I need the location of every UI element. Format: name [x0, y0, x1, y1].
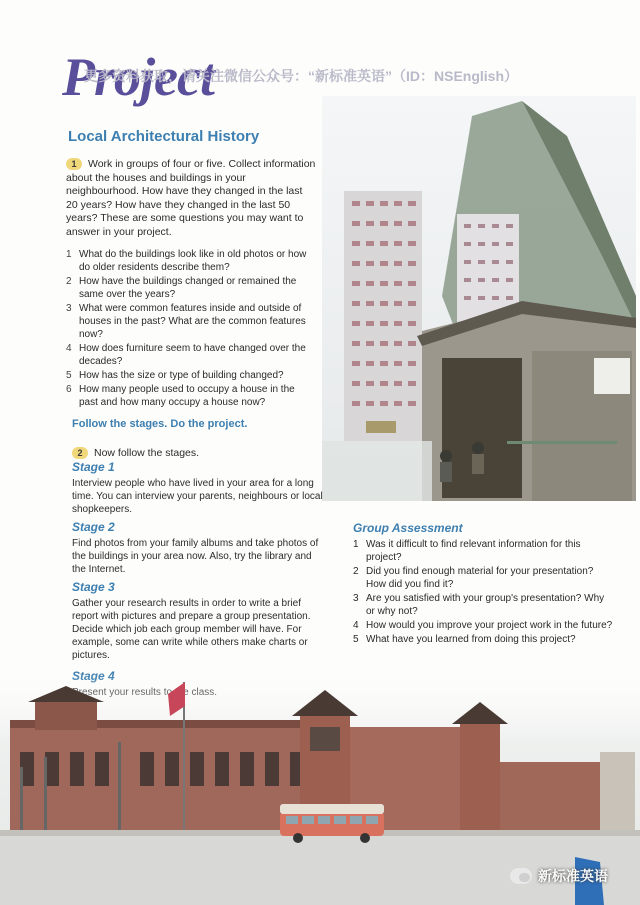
item-number: 4 [66, 343, 72, 354]
now-instruction [72, 447, 199, 459]
stage-1-title: Stage 1 [72, 460, 115, 474]
item-text: Are you satisfied with your group's presentation? Why or why not? [366, 593, 605, 617]
step-number-badge: 1 [66, 158, 82, 170]
intro-text: Work in groups of four or five. Collect information about the houses and buildings in your neighbourhood. How have they changed in the last 20 years? How have they changed in the last 50 years? These are some questions you may want to answer in your project. [66, 158, 316, 238]
list-item [353, 633, 613, 646]
item-number: 4 [353, 620, 359, 631]
list-item [66, 302, 316, 341]
list-item [66, 248, 316, 274]
assessment-list [353, 538, 613, 647]
question-list [66, 248, 316, 410]
item-text: What do the buildings look like in old photos or how do older residents describe them? [79, 249, 307, 273]
architecture-photo-collage [322, 96, 636, 501]
list-item [353, 592, 613, 618]
group-assessment-title: Group Assessment [353, 521, 463, 535]
item-number: 1 [353, 539, 359, 550]
item-number: 5 [66, 370, 72, 381]
wechat-logo [510, 866, 608, 886]
item-text: Did you find enough material for your presentation? How did you find it? [366, 566, 594, 590]
stage-2-title: Stage 2 [72, 520, 115, 534]
item-number: 1 [66, 249, 72, 260]
stage-2-text: Find photos from your family albums and take photos of the buildings in your area now. Also, try the library and the Internet. [72, 538, 319, 575]
section-subtitle: Local Architectural History [68, 128, 260, 145]
watermark-text: 更多资料获取，请关注微信公众号：“新标准英语”（ID：NSEnglish） [84, 68, 519, 84]
item-text: What were common features inside and outside of houses in the past? What are the common features now? [79, 303, 306, 340]
item-text: How does furniture seem to have changed over the decades? [79, 343, 306, 367]
item-text: What have you learned from doing this project? [366, 634, 576, 645]
logo-text: 新标准英语 [538, 868, 608, 884]
item-text: How many people used to occupy a house in the past and how many occupy a house now? [79, 384, 295, 408]
list-item [66, 342, 316, 368]
stage-1-text: Interview people who have lived in your area for a long time. You can interview your parents, neighbours or local shopkeepers. [72, 478, 323, 515]
step-number-badge: 2 [72, 447, 88, 459]
stage-3-title: Stage 3 [72, 580, 115, 594]
list-item [66, 369, 316, 382]
item-text: How would you improve your project work in the future? [366, 620, 613, 631]
intro-paragraph [66, 158, 316, 239]
follow-instruction: Follow the stages. Do the project. [72, 418, 248, 430]
stage-3-text: Gather your research results in order to write a brief report with pictures and prepare a group presentation. Decide which job each group member will have. For example, some can write while others make charts or pictures. [72, 598, 311, 661]
list-item [353, 565, 613, 591]
item-number: 2 [66, 276, 72, 287]
item-number: 3 [353, 593, 359, 604]
list-item [66, 275, 316, 301]
now-text: Now follow the stages. [94, 447, 200, 459]
list-item [66, 383, 316, 409]
item-number: 3 [66, 303, 72, 314]
item-text: How have the buildings changed or remained the same over the years? [79, 276, 297, 300]
item-number: 6 [66, 384, 72, 395]
wechat-icon [510, 868, 532, 884]
item-text: How has the size or type of building changed? [79, 370, 284, 381]
item-number: 2 [353, 566, 359, 577]
item-text: Was it difficult to find relevant information for this project? [366, 539, 581, 563]
list-item [353, 619, 613, 632]
page-title: Project [62, 47, 214, 107]
list-item [353, 538, 613, 564]
item-number: 5 [353, 634, 359, 645]
